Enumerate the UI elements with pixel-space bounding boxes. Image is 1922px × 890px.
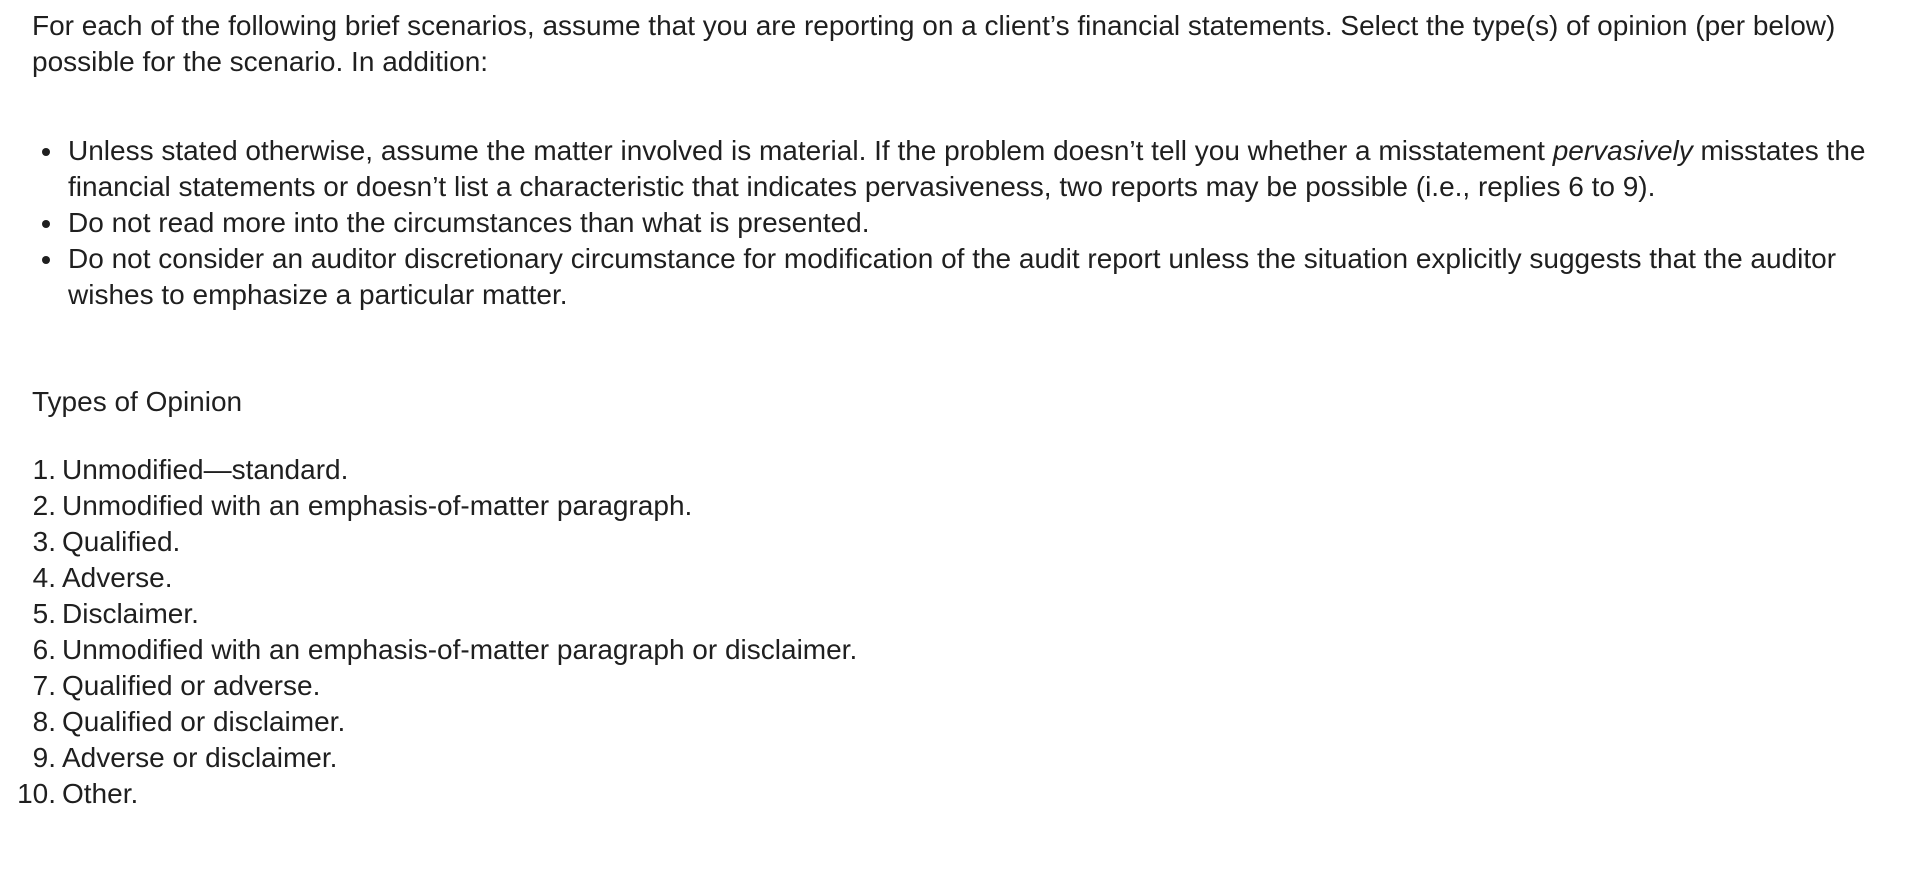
assumption-text: Do not consider an auditor discretionary circumstance for modification of the audit report unless the situation explicitly suggests that the auditor wishes to emphasize a particular matter. bbox=[68, 243, 1837, 310]
assumption-text: misstates the financial statements or doesn’t list a characteristic that indicates pervasiveness, two reports may be possible (i.e., replies 6 to 9). bbox=[68, 135, 1866, 202]
opinion-text: Unmodified with an emphasis-of-matter paragraph. bbox=[62, 490, 693, 521]
opinion-text: Adverse or disclaimer. bbox=[62, 742, 338, 773]
opinion-number: 10. bbox=[17, 778, 56, 809]
opinion-text: Qualified. bbox=[62, 526, 181, 557]
opinion-number: 7. bbox=[32, 670, 56, 701]
opinion-text: Adverse. bbox=[62, 562, 173, 593]
assumption-item bbox=[68, 205, 1908, 241]
assumption-emphasis: pervasively bbox=[1552, 135, 1693, 166]
opinion-types-list bbox=[0, 452, 1922, 812]
opinion-item bbox=[0, 776, 1922, 812]
opinion-item bbox=[0, 488, 1922, 524]
opinion-number: 1. bbox=[32, 454, 56, 485]
opinion-text: Unmodified with an emphasis-of-matter paragraph or disclaimer. bbox=[62, 634, 858, 665]
opinion-number: 8. bbox=[32, 706, 56, 737]
opinion-item bbox=[0, 668, 1922, 704]
opinion-text: Other. bbox=[62, 778, 139, 809]
opinion-item bbox=[0, 524, 1922, 560]
opinion-item bbox=[0, 452, 1922, 488]
opinion-number: 6. bbox=[32, 634, 56, 665]
opinion-number: 3. bbox=[32, 526, 56, 557]
assumption-item bbox=[68, 133, 1908, 205]
assumption-item bbox=[68, 241, 1908, 313]
opinion-text: Unmodified—standard. bbox=[62, 454, 349, 485]
opinion-number: 5. bbox=[32, 598, 56, 629]
types-of-opinion-heading: Types of Opinion bbox=[32, 386, 243, 417]
opinion-item bbox=[0, 596, 1922, 632]
opinion-item bbox=[0, 632, 1922, 668]
opinion-item bbox=[0, 704, 1922, 740]
assumption-text: Unless stated otherwise, assume the matter involved is material. If the problem doesn’t tell you whether a misstatement bbox=[68, 135, 1553, 166]
opinion-number: 2. bbox=[32, 490, 56, 521]
opinion-text: Qualified or adverse. bbox=[62, 670, 321, 701]
opinion-number: 4. bbox=[32, 562, 56, 593]
intro-paragraph: For each of the following brief scenarios, assume that you are reporting on a client’s financial statements. Select the type(s) of opinion (per below) possible for the scenario. In addition: bbox=[32, 10, 1836, 77]
assumption-text: Do not read more into the circumstances than what is presented. bbox=[68, 207, 870, 238]
assumptions-list bbox=[0, 133, 1908, 313]
opinion-item bbox=[0, 740, 1922, 776]
opinion-item bbox=[0, 560, 1922, 596]
opinion-text: Disclaimer. bbox=[62, 598, 199, 629]
opinion-number: 9. bbox=[32, 742, 56, 773]
opinion-text: Qualified or disclaimer. bbox=[62, 706, 346, 737]
